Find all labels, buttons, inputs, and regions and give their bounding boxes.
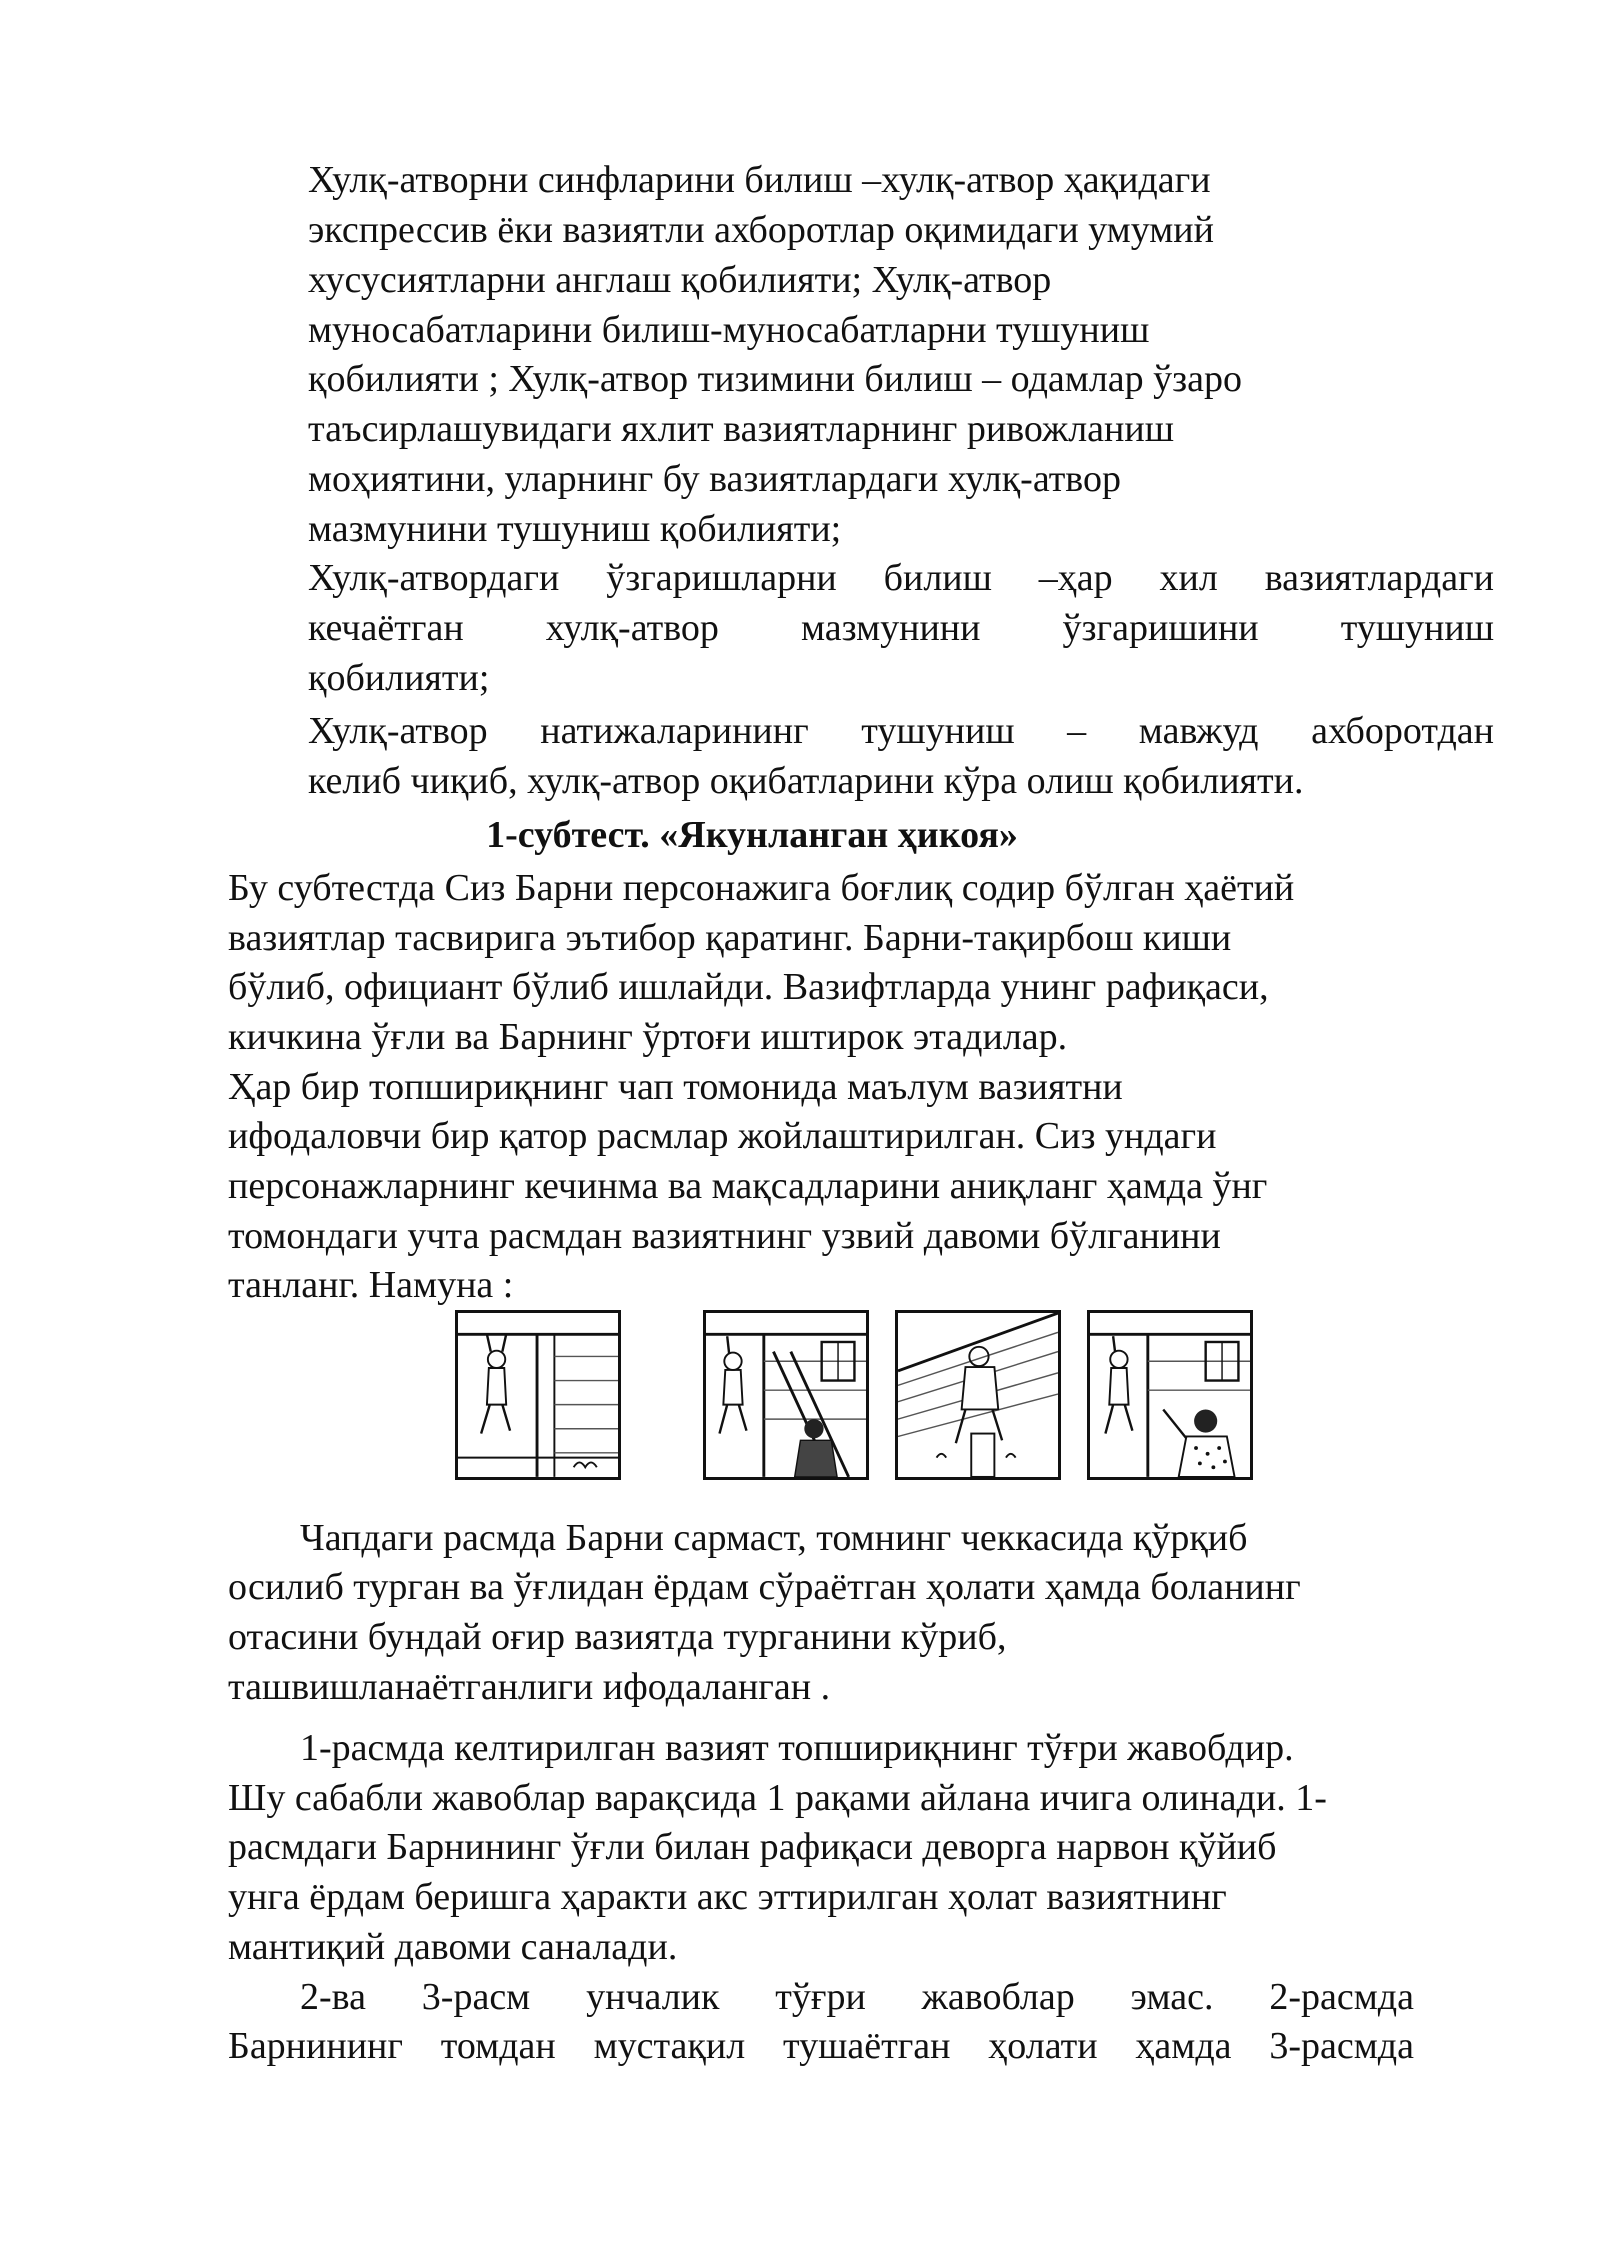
intro-line: кечаётган хулқ-атвор мазмунини ўзгаришини тушуниш: [308, 607, 1494, 649]
body-line: унга ёрдам беришга ҳаракти акс эттирилган ҳолат вазиятнинг: [228, 1876, 1227, 1918]
intro-line: келиб чиқиб, хулқ-атвор оқибатларини кўра олиш қобилияти.: [308, 760, 1304, 802]
intro-line: муносабатларини билиш-муносабатларни тушуниш: [308, 309, 1150, 351]
body-line: расмдаги Барнининг ўғли билан рафиқаси деворга нарвон қўйиб: [228, 1826, 1277, 1868]
body-line: вазиятлар тасвирига эътибор қаратинг. Барни-тақирбош киши: [228, 917, 1232, 959]
intro-line: Хулқ-атвор натижаларининг тушуниш – мавжуд ахборотдан: [308, 710, 1494, 752]
intro-line: Хулқ-атвордаги ўзгаришларни билиш –ҳар хил вазиятлардаги: [308, 557, 1494, 599]
intro-line: Хулқ-атворни синфларини билиш –хулқ-атвор ҳақидаги: [308, 159, 1211, 201]
body-line: ташвишланаётганлиги ифодаланган .: [228, 1666, 831, 1708]
body-line: отасини бундай оғир вазиятда турганини кўриб,: [228, 1616, 1007, 1658]
body-line: Ҳар бир топшириқнинг чап томонида маълум вазиятни: [228, 1066, 1123, 1108]
intro-line: қобилияти ; Хулқ-атвор тизимини билиш – одамлар ўзаро: [308, 358, 1243, 400]
intro-line: моҳиятини, уларнинг бу вазиятлардаги хулқ-атвор: [308, 458, 1121, 500]
intro-line: хусусиятларни англаш қобилияти; Хулқ-атвор: [308, 259, 1052, 301]
body-line: осилиб турган ва ўғлидан ёрдам сўраётган ҳолати ҳамда боланинг: [228, 1566, 1301, 1608]
body-line: Шу сабабли жавоблар варақсида 1 рақами айлана ичига олинади. 1-: [228, 1777, 1327, 1819]
body-line: ифодаловчи бир қатор расмлар жойлаштирилган. Сиз ундаги: [228, 1115, 1217, 1157]
body-line: Барнининг томдан мустақил тушаётган ҳолати ҳамда 3-расмда: [228, 2025, 1414, 2067]
ladder-rescue-illustration: [706, 1313, 866, 1477]
answer-panel-3: [1087, 1310, 1253, 1480]
intro-line: экспрессив ёки вазиятли ахборотлар оқимидаги умумий: [308, 209, 1214, 251]
body-line: мантиқий давоми саналади.: [228, 1926, 678, 1968]
answer-panel-1: [703, 1310, 869, 1480]
body-line: танланг. Намуна :: [228, 1264, 514, 1306]
body-line: Бу субтестда Сиз Барни персонажига боғлиқ содир бўлган ҳаётий: [228, 867, 1295, 909]
body-line: Чапдаги расмда Барни сармаст, томнинг чеккасида қўрқиб: [300, 1517, 1248, 1559]
body-line: 2-ва 3-расм унчалик тўғри жавоблар эмас. 2-расмда: [300, 1976, 1414, 2018]
intro-line: қобилияти;: [308, 657, 490, 699]
example-panel: [455, 1310, 621, 1480]
intro-line: таъсирлашувидаги яхлит вазиятларнинг ривожланиш: [308, 408, 1174, 450]
wife-pointing-illustration: [1090, 1313, 1250, 1477]
subtest-heading: 1-субтест. «Якунланган ҳикоя»: [486, 814, 1018, 856]
answer-panel-2: [895, 1310, 1061, 1480]
climbing-down-illustration: [898, 1313, 1058, 1477]
body-line: персонажларнинг кечинма ва мақсадларини аниқланг ҳамда ўнг: [228, 1165, 1268, 1207]
intro-line: мазмунини тушуниш қобилияти;: [308, 508, 842, 550]
body-line: 1-расмда келтирилган вазият топшириқнинг тўғри жавобдир.: [300, 1727, 1294, 1769]
barney-hanging-illustration: [458, 1313, 618, 1477]
body-line: кичкина ўғли ва Барнинг ўртоғи иштирок этадилар.: [228, 1016, 1068, 1058]
body-line: томондаги учта расмдан вазиятнинг узвий давоми бўлганини: [228, 1215, 1221, 1257]
body-line: бўлиб, официант бўлиб ишлайди. Вазифтларда унинг рафиқаси,: [228, 966, 1269, 1008]
example-figure: [455, 1310, 1265, 1490]
